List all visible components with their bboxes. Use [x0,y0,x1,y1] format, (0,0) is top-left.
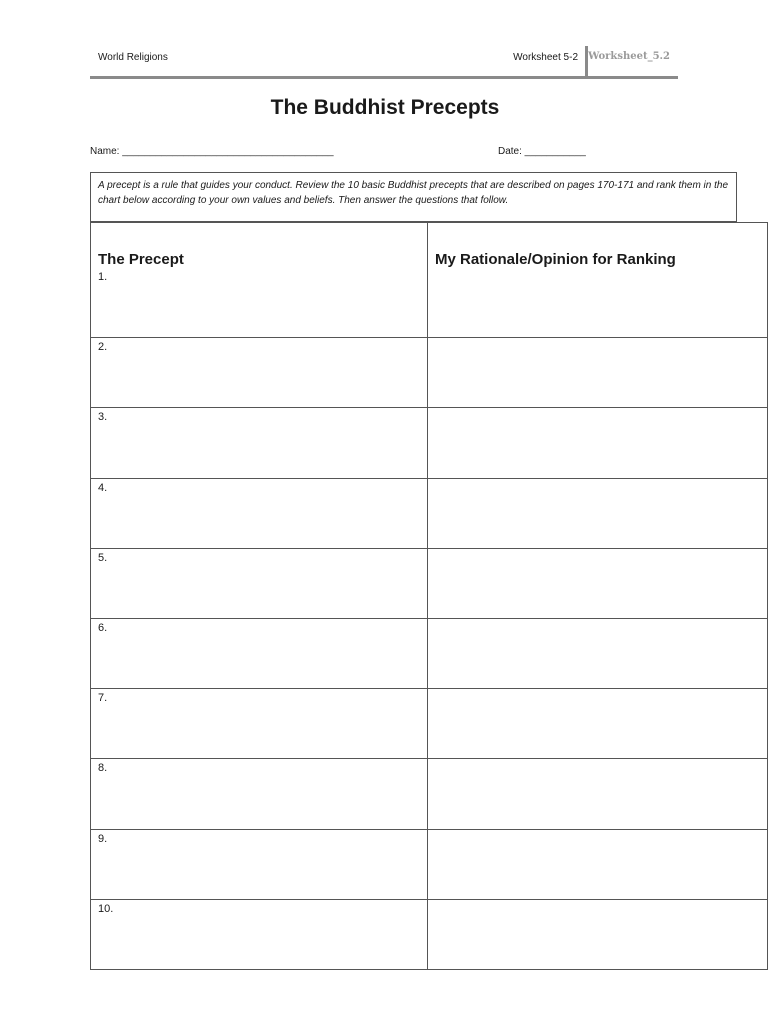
precept-cell[interactable] [91,618,428,688]
rank-number: 10. [98,902,114,915]
precept-cell[interactable] [91,548,428,618]
ranking-chart [90,222,768,970]
rationale-cell[interactable] [428,478,768,548]
precept-cell[interactable] [91,478,428,548]
rationale-cell[interactable] [428,829,768,899]
name-field[interactable]: Name: ______________________________________ [90,146,334,157]
table-row [91,689,768,759]
table-row [91,338,768,408]
rank-number: 6. [98,621,108,634]
table-row [91,759,768,829]
rationale-cell[interactable] [428,338,768,408]
precept-cell[interactable] [91,899,428,969]
precept-cell[interactable] [91,829,428,899]
rank-number: 2. [98,341,108,354]
rationale-cell[interactable] [428,689,768,759]
rationale-cell[interactable] [428,759,768,829]
table-row [91,899,768,969]
rationale-cell[interactable] [428,408,768,478]
rationale-column-header: My Rationale/Opinion for Ranking [428,223,768,269]
rank-number: 9. [98,832,108,845]
table-row [91,548,768,618]
table-row [91,618,768,688]
table-row [91,829,768,899]
table-row [91,478,768,548]
instructions-box: A precept is a rule that guides your conduct. Review the 10 basic Buddhist precepts that are described on pages 170-171 and rank them in the chart below according to your own values and beliefs. Then answer the questions that follow. [90,172,737,222]
rank-number: 1. [98,271,108,283]
rank-number: 5. [98,551,108,564]
precept-cell[interactable] [91,759,428,829]
rank-number: 7. [98,692,108,705]
date-field[interactable]: Date: ___________ [498,146,586,157]
worksheet-number: Worksheet 5-2 [513,52,578,63]
precept-cell[interactable] [91,408,428,478]
page-title: The Buddhist Precepts [270,96,500,119]
rationale-cell[interactable] [428,618,768,688]
precept-cell[interactable] [91,689,428,759]
precept-cell[interactable] [91,338,428,408]
rank-number: 8. [98,762,108,775]
precept-cell[interactable] [91,268,428,338]
table-row [91,408,768,478]
rationale-cell[interactable] [428,899,768,969]
precept-column-header: The Precept [91,223,428,269]
worksheet-code: Worksheet_5.2 [588,51,670,62]
rank-number: 4. [98,481,108,494]
course-name: World Religions [98,52,168,63]
rationale-cell[interactable] [428,268,768,338]
rank-number: 3. [98,411,108,424]
table-row [91,268,768,338]
rationale-cell[interactable] [428,548,768,618]
page-header [90,46,678,79]
